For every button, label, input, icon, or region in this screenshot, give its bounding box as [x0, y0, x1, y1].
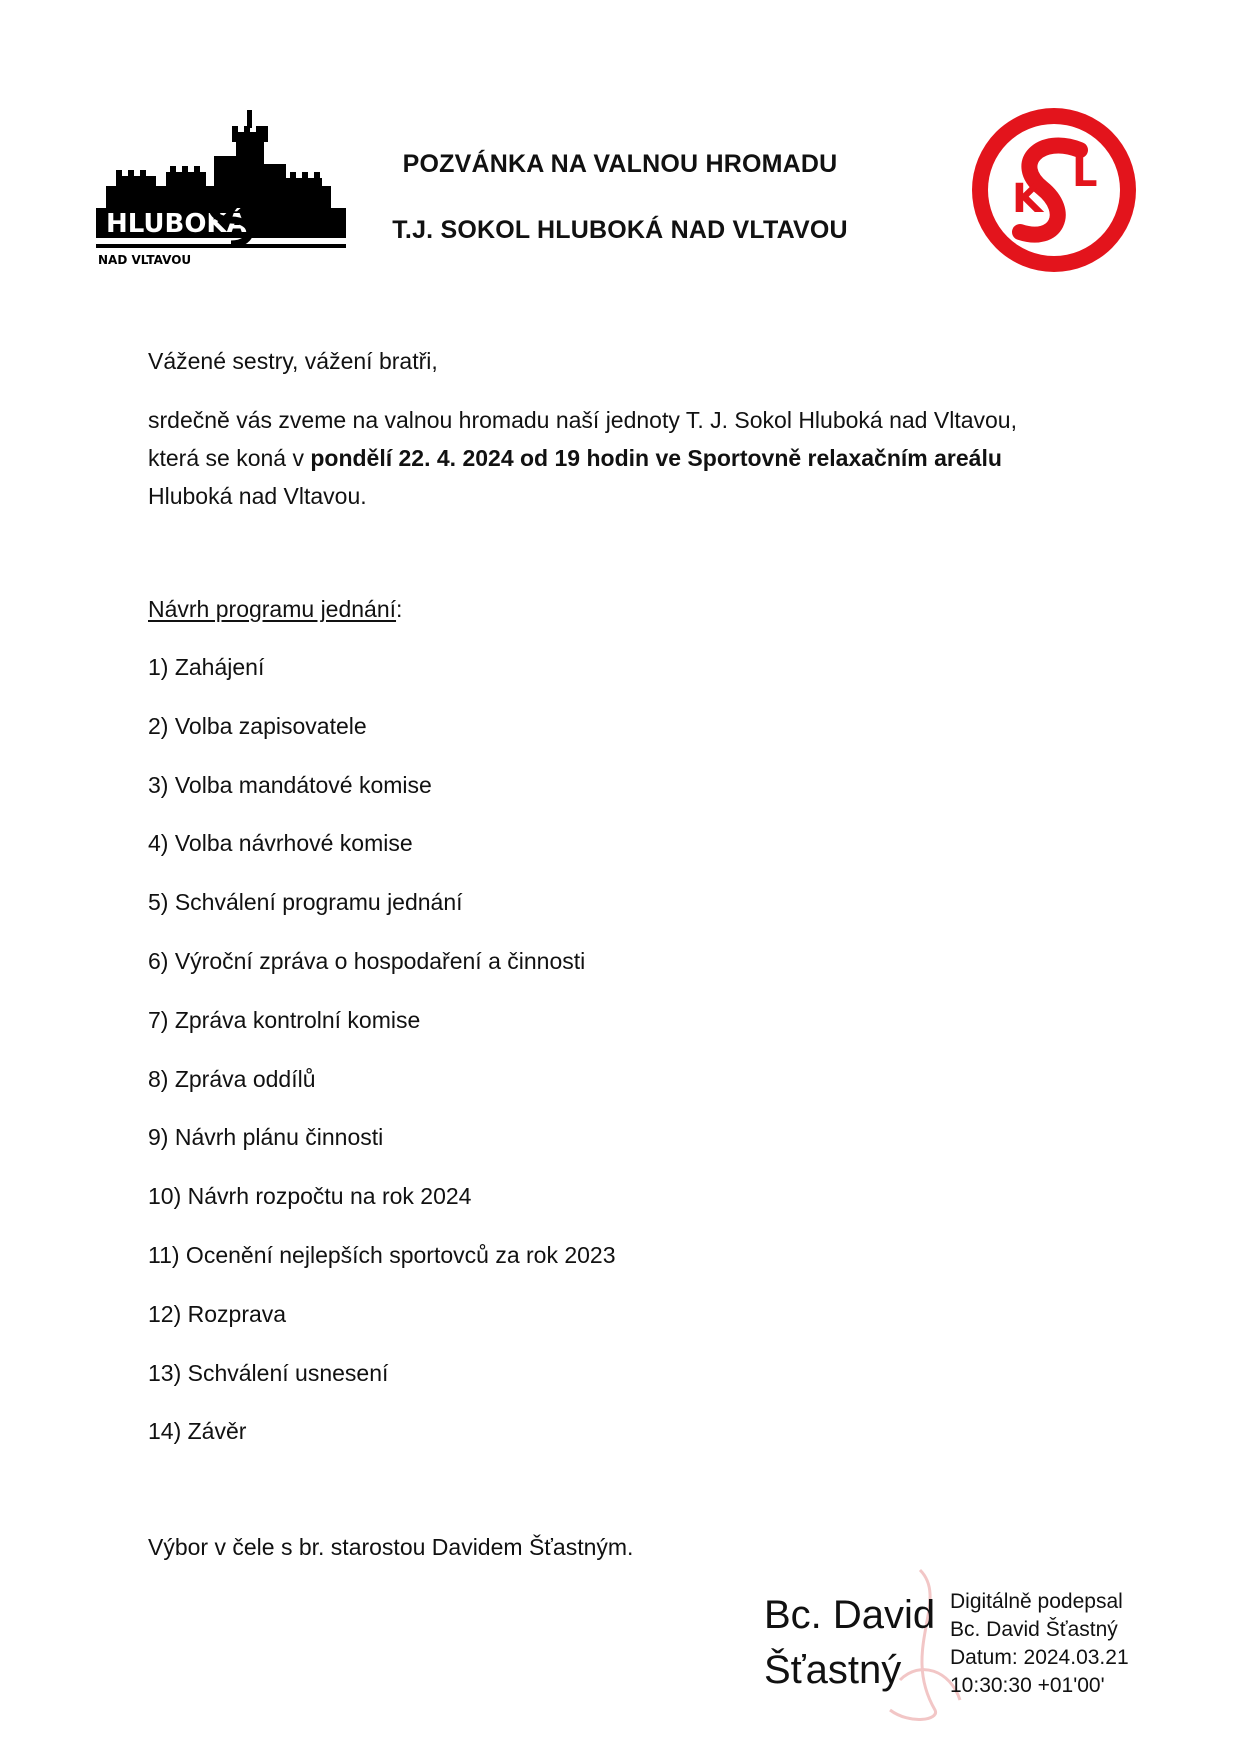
paragraph-line-1: srdečně vás zveme na valnou hromadu naší jednoty T. J. Sokol Hluboká nad Vltavou, [148, 407, 1017, 433]
hluboka-logo [96, 108, 346, 268]
agenda-item: 1) Zahájení [148, 654, 265, 680]
paragraph-line-2 [148, 439, 1108, 477]
invitation-paragraph [148, 401, 1108, 515]
salutation: Vážené sestry, vážení bratři, [148, 348, 438, 374]
signature-info-line: 10:30:30 +01'00' [950, 1674, 1105, 1697]
agenda-item: 6) Výroční zpráva o hospodaření a činnosti [148, 947, 586, 974]
agenda-item: 14) Závěr [148, 1418, 247, 1445]
sokol-emblem-icon [968, 104, 1140, 276]
agenda-item: 7) Zpráva kontrolní komise [148, 1006, 421, 1033]
svg-text:K: K [1012, 176, 1043, 222]
program-heading-text: Návrh programu jednání [148, 596, 397, 622]
event-date-location: pondělí 22. 4. 2024 od 19 hodin ve Sportovně relaxačním areálu [310, 445, 1002, 471]
signature-info-line: Bc. David Šťastný [950, 1618, 1118, 1641]
signature-info-line: Digitálně podepsal [950, 1590, 1123, 1613]
program-heading [148, 590, 402, 628]
document-title: POZVÁNKA NA VALNOU HROMADU [402, 150, 838, 178]
agenda-list [148, 648, 616, 1471]
agenda-item: 9) Návrh plánu činnosti [148, 1124, 384, 1151]
hluboka-logo-subtext: NAD VLTAVOU [98, 253, 192, 267]
digital-signature-info [950, 1588, 1129, 1700]
hluboka-logo-text: HLUBOKÁ [106, 209, 247, 239]
agenda-item: 10) Návrh rozpočtu na rok 2024 [148, 1183, 472, 1210]
agenda-item: 12) Rozprava [148, 1300, 287, 1327]
agenda-item: 3) Volba mandátové komise [148, 771, 432, 798]
paragraph-line-3: Hluboká nad Vltavou. [148, 483, 367, 509]
agenda-item: 8) Zpráva oddílů [148, 1065, 316, 1092]
signer-name-line-1: Bc. David [764, 1593, 936, 1637]
paragraph-line-2-text: která se koná v [148, 445, 311, 471]
agenda-item: 5) Schválení programu jednání [148, 889, 463, 916]
svg-text:L: L [1072, 150, 1098, 196]
closing-line: Výbor v čele s br. starostou Davidem Šťastným. [148, 1534, 634, 1560]
agenda-item: 4) Volba návrhové komise [148, 830, 413, 857]
signer-name-line-2: Šťastný [764, 1648, 902, 1692]
agenda-item: 2) Volba zapisovatele [148, 712, 367, 739]
agenda-item: 13) Schválení usnesení [148, 1359, 389, 1386]
agenda-item: 11) Ocenění nejlepších sportovců za rok 2023 [148, 1241, 616, 1268]
signature-info-line: Datum: 2024.03.21 [950, 1646, 1129, 1669]
program-heading-colon: : [396, 596, 403, 622]
document-subtitle: T.J. SOKOL HLUBOKÁ NAD VLTAVOU [392, 216, 848, 244]
